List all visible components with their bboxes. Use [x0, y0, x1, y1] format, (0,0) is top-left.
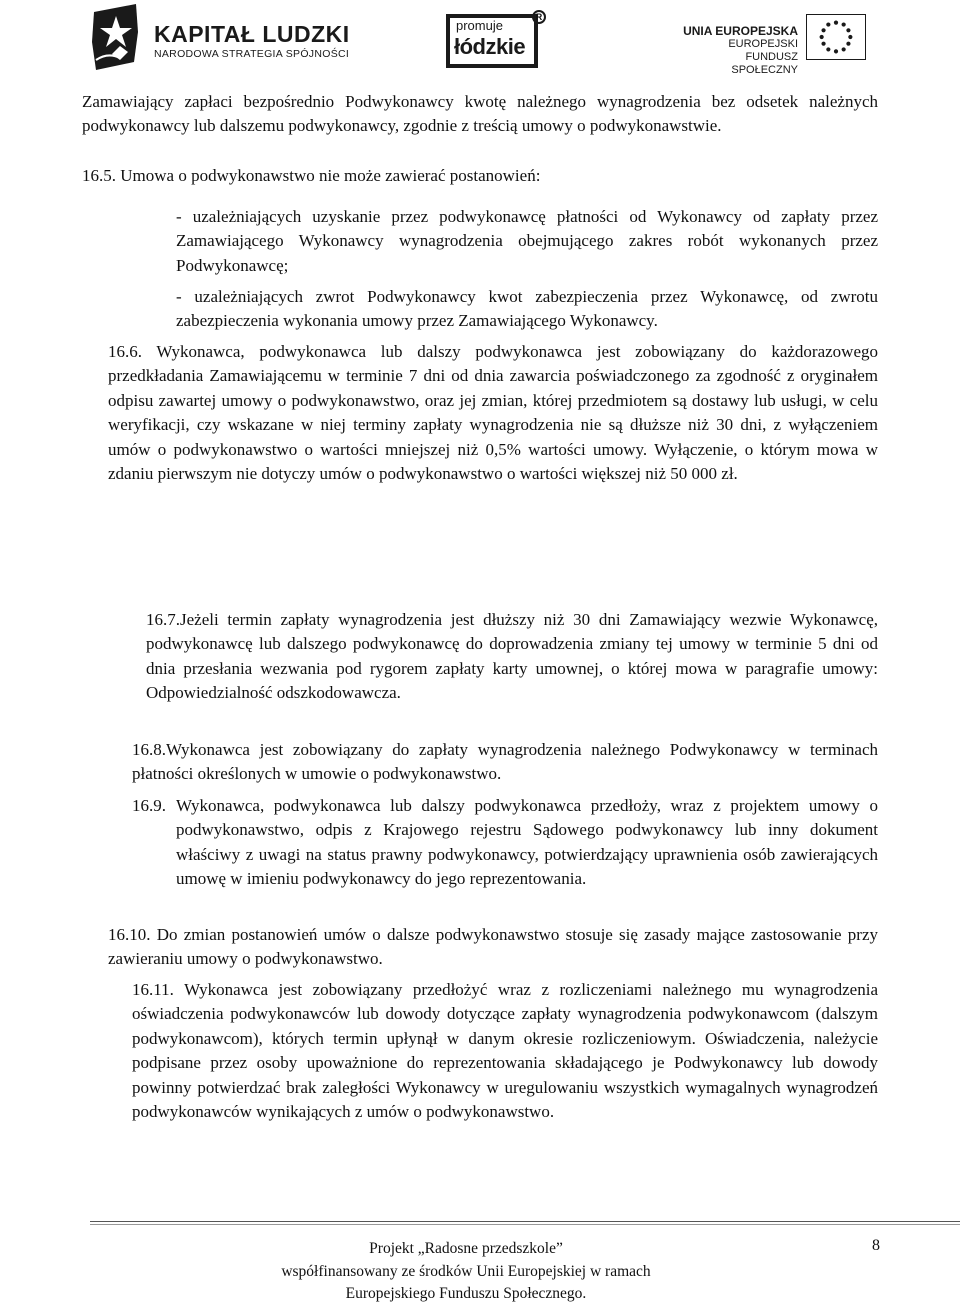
paragraph-16-5-item-a: - uzależniających uzyskanie przez podwykonawcę płatności od Wykonawcy od zapłaty przez Zamawiającego Wykonawcy wynagrodzenia obejmującego zakres robót wykonanych przez Podwykonawcę;	[176, 207, 878, 275]
header-logos	[0, 0, 960, 80]
paragraph-intro: Zamawiający zapłaci bezpośrednio Podwykonawcy kwotę należnego wynagrodzenia bez odsetek należnych podwykonawcy lub dalszemu podwykonawcy, zgodnie z treścią umowy o podwykonawstwie.	[82, 92, 878, 136]
kapital-ludzki-star-logo	[90, 2, 142, 74]
page-number: 8	[872, 1237, 880, 1254]
lodz-logo-top-text: promuje	[456, 18, 503, 33]
promuje-lodzkie-logo	[446, 8, 550, 68]
paragraph-16-11: 16.11. Wykonawca jest zobowiązany przedłożyć wraz z rozliczeniami należnego mu wynagrodzenia oświadczenia podwykonawców lub dowody dotyczące zapłaty wynagrodzenia podwykonawcom (dalszym podwykonawcom), których termin upłynął w danym okresie rozliczeniowym. Oświadczenia, należycie podpisane przez osoby upoważnione do reprezentowania składającego je Podwykonawcy lub dowody powinny potwierdzać brak zaległości Wykonawcy w uregulowaniu wszystkich wymagalnych wynagrodzeń podwykonawców wynikających z umów o podwykonawstwo.	[132, 980, 878, 1122]
paragraph-16-6: 16.6. Wykonawca, podwykonawca lub dalszy podwykonawca jest zobowiązany do każdorazowego przedkładania Zamawiającemu w terminie 7 dni od dnia zawarcia poświadczonego za zgodność z oryginałem odpisu zawartej umowy o podwykonawstwo, oraz jej zmian, której przedmiotem są dostawy lub usługi, w celu weryfikacji, czy wskazane w niej terminy zapłaty wynagrodzenia nie są dłuższe niż 30 dni, z wyłączeniem umów o podwykonawstwo o wartości mniejszej niż 0,5% wartości umowy. Wyłączenie, o którym mowa w zdaniu pierwszym nie dotyczy umów o podwykonawstwo o wartości większej niż 50 000 zł.	[108, 342, 878, 484]
paragraph-16-10: 16.10. Do zmian postanowień umów o dalsze podwykonawstwo stosuje się zasady mające zastosowanie przy zawieraniu umowy o podwykonawstwo.	[108, 925, 878, 969]
footer	[236, 1238, 696, 1306]
paragraph-16-9: Wykonawca, podwykonawca lub dalszy podwykonawca przedłoży, wraz z projektem umowy o podwykonawstwo, odpis z Krajowego rejestru Sądowego podwykonawcy lub inny dokument właściwy z uwagi na status prawny podwykonawcy, potwierdzający uprawnienia osób zawierających umowę w imieniu podwykonawcy do jego reprezentowania.	[176, 796, 878, 889]
eu-line-2: EUROPEJSKI	[728, 38, 798, 50]
registered-mark-icon: R	[532, 10, 546, 24]
paragraph-16-5-item-b: - uzależniających zwrot Podwykonawcy kwot zabezpieczenia przez Wykonawcę, od zwrotu zabezpieczenia wykonania umowy przez Zamawiającego Wykonawcy.	[176, 287, 878, 331]
footer-line-2: współfinansowany ze środków Unii Europejskiej w ramach	[281, 1262, 651, 1280]
paragraph-16-8: 16.8.Wykonawca jest zobowiązany do zapłaty wynagrodzenia należnego Podwykonawcy w terminach płatności określonych w umowie o podwykonawstwo.	[132, 740, 878, 784]
footer-divider	[90, 1221, 960, 1222]
kapital-ludzki-title: KAPITAŁ LUDZKI	[154, 21, 350, 47]
eu-line-1: UNIA EUROPEJSKA	[683, 24, 798, 38]
eu-flag-icon	[806, 14, 866, 60]
paragraph-16-5: 16.5. Umowa o podwykonawstwo nie może zawierać postanowień:	[82, 166, 541, 185]
paragraph-16-7: 16.7.Jeżeli termin zapłaty wynagrodzenia jest dłuższy niż 30 dni Zamawiający wezwie Wykonawcę, podwykonawcę lub dalszego podwykonawcę do doprowadzenia zmiany tej umowy w terminie 5 dni od dnia przesłania wezwania pod rygorem zapłaty karty umownej, o której mowa w paragrafie umowy: Odpowiedzialność odszkodowawcza.	[146, 610, 878, 703]
kapital-ludzki-subtitle: NARODOWA STRATEGIA SPÓJNOŚCI	[154, 48, 350, 60]
eu-line-3: FUNDUSZ SPOŁECZNY	[731, 51, 798, 76]
eu-fund-text	[680, 24, 798, 77]
footer-line-3: Europejskiego Funduszu Społecznego.	[345, 1285, 587, 1302]
kapital-ludzki-logo	[154, 22, 350, 60]
paragraph-16-9-number: 16.9.	[132, 796, 166, 815]
footer-divider-secondary	[90, 1224, 960, 1225]
footer-line-1: Projekt „Radosne przedszkole”	[369, 1240, 563, 1257]
lodz-logo-main-text: łódzkie	[454, 34, 526, 59]
